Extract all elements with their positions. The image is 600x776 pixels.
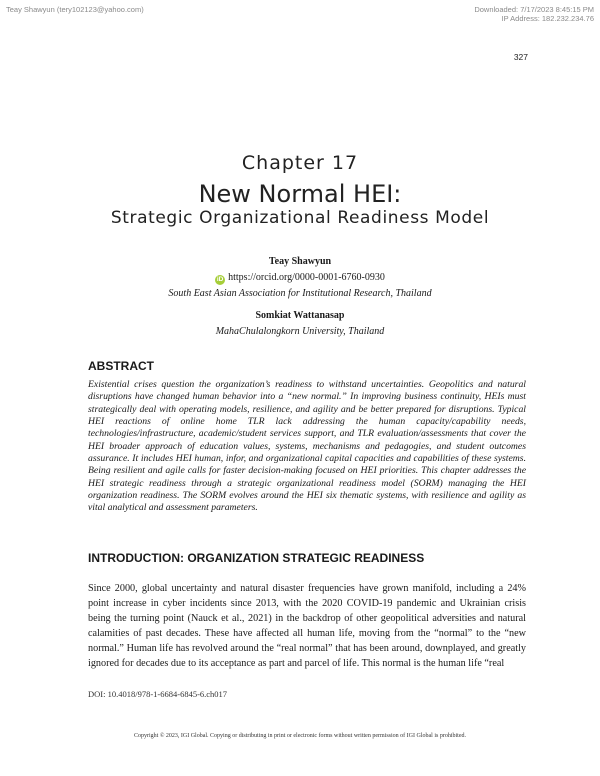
author-affiliation: MahaChulalongkorn University, Thailand — [215, 326, 385, 337]
chapter-title: New Normal HEI: — [198, 180, 402, 208]
copyright-notice: Copyright © 2023, IGI Global. Copying or distributing in print or electronic forms without written permission of IGI Global is prohibited. — [133, 733, 466, 739]
page-number: 327 — [513, 52, 528, 62]
author-name: Teay Shawyun — [268, 256, 332, 267]
author-name: Somkiat Wattanasap — [255, 310, 345, 321]
author-1 — [0, 254, 600, 302]
download-info — [474, 5, 594, 23]
doi: DOI: 10.4018/978-1-6684-6845-6.ch017 — [88, 689, 228, 699]
download-timestamp: Downloaded: 7/17/2023 8:45:15 PM — [474, 5, 594, 14]
author-2 — [0, 308, 600, 340]
orcid-icon: iD — [216, 276, 224, 283]
abstract-heading: ABSTRACT — [88, 359, 154, 373]
abstract-text: Existential crises question the organization’s readiness to withstand uncertainties. Geopolitics and natural disruptions have changed human behavior into a “new normal.” In improving business continuity, HEIs must strategically deal with operating models, resilience, and agility and be better prepared for disruptions. Typical HEI reactions of online home TLR lack addressing the human capacity/capability needs, technologies/infrastructure, academic/student services support, and TLR evaluation/assessments that cover the HEI broader approach of education values, systems, mechanisms and pedagogies, and student outcomes assurance. It includes HEI human, infor, and organizational capital capacities and capabilities of these systems. Being resilient and agile calls for faster decision-making focused on HEI priorities. This chapter addresses the HEI strategic readiness through a strategic organizational readiness model (SORM) managing the HEI organization readiness. The SORM evolves around the HEI six thematic systems, with resilience and agility as vital analytical and assessment parameters. — [88, 379, 526, 514]
chapter-label: Chapter 17 — [241, 152, 359, 174]
ip-address: IP Address: 182.232.234.76 — [501, 14, 594, 23]
author-affiliation: South East Asian Association for Institutional Research, Thailand — [168, 288, 432, 299]
chapter-subtitle: Strategic Organizational Readiness Model — [110, 208, 490, 228]
download-user-info: Teay Shawyun (tery102123@yahoo.com) — [6, 5, 144, 14]
introduction-text: Since 2000, global uncertainty and natural disaster frequencies have grown manifold, including a 24% point increase in cyber incidents since 2013, with the 2020 COVID-19 pandemic and Ukrainian crisis being the turning point (Nauck et al., 2021) in the backdrop of other geopolitical adversities and natural calamities of past decades. These have affected all human life, moving from the “normal” to the “new normal.” Human life has revolved around the “real normal” that has been around, downplayed, and greatly ignored for decades due to its acceptance as part and parcel of life. This normal is the human life “real — [88, 583, 526, 670]
orcid-line — [0, 270, 600, 286]
orcid-link[interactable]: https://orcid.org/0000-0001-6760-0930 — [228, 272, 385, 283]
introduction-heading: INTRODUCTION: ORGANIZATION STRATEGIC READINESS — [88, 551, 425, 565]
